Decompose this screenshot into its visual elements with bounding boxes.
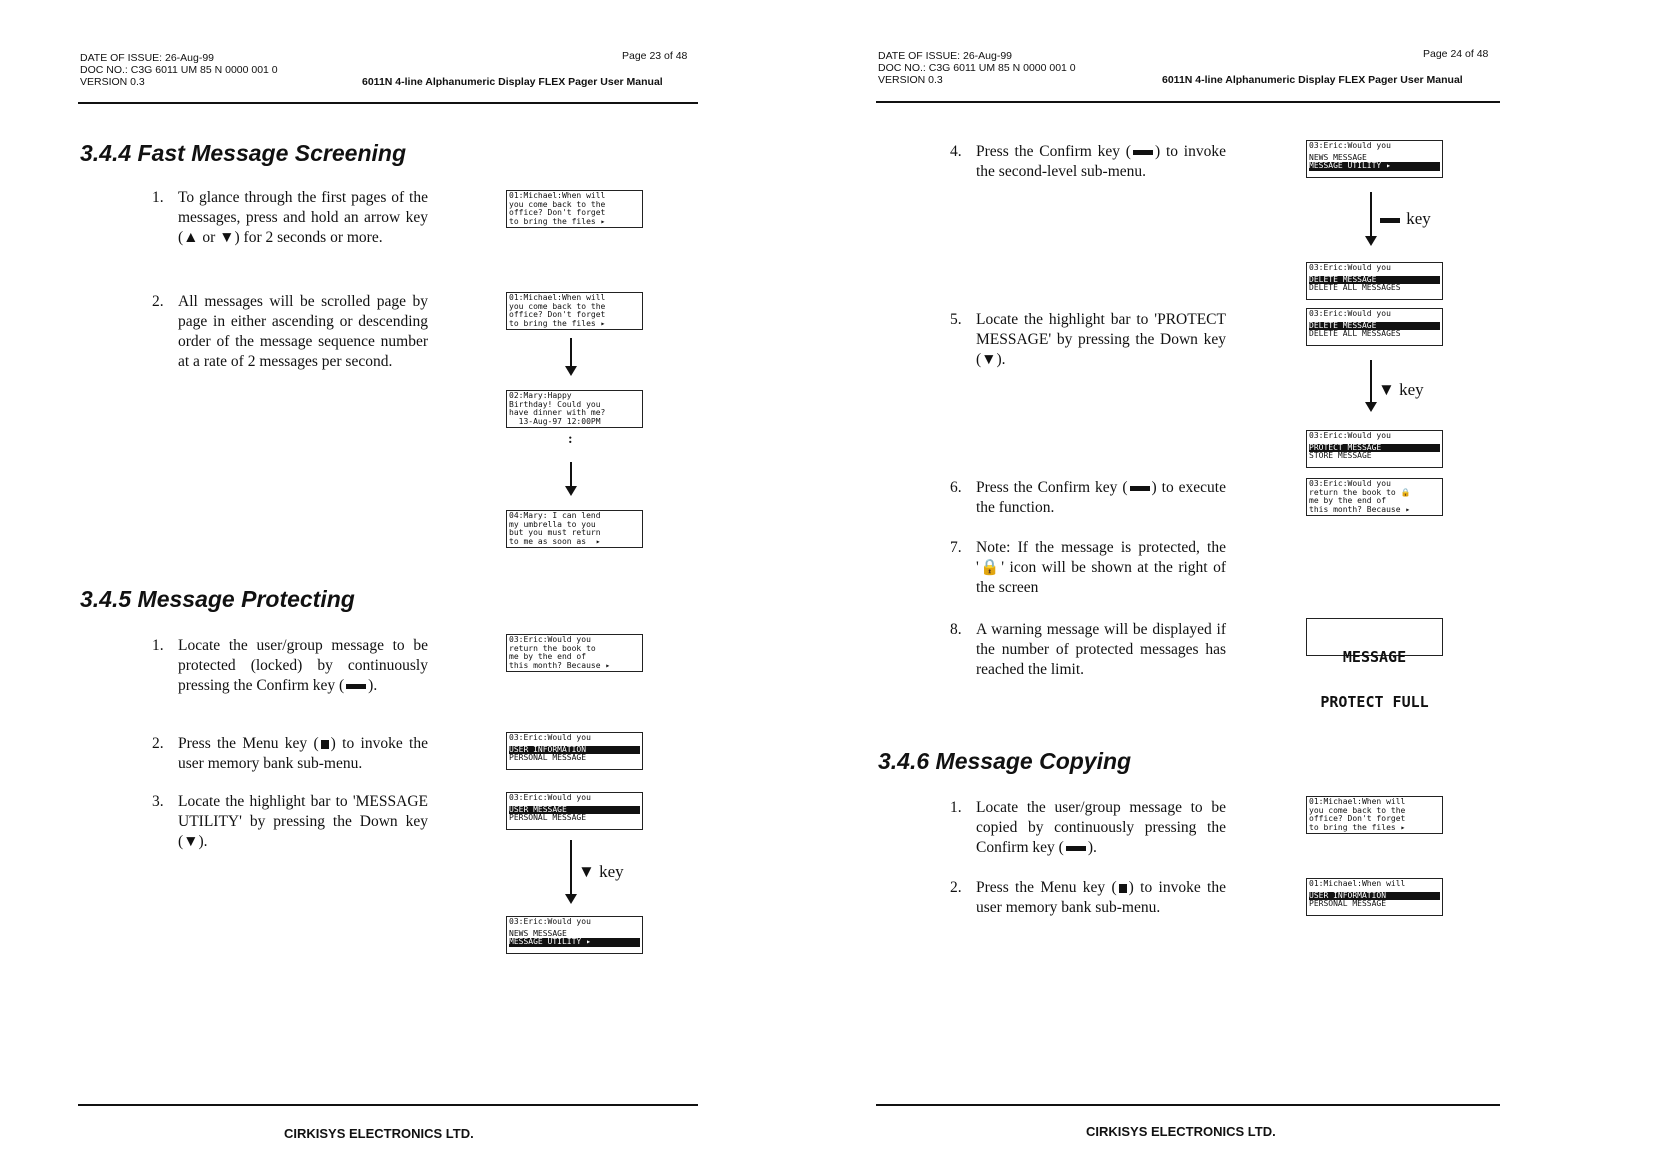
pager-screen bbox=[1306, 478, 1443, 516]
step-346-2 bbox=[950, 878, 1226, 918]
screen-highlight-line: MESSAGE UTILITY ▸ bbox=[509, 938, 640, 947]
screen-line: PERSONAL MESSAGE bbox=[509, 813, 587, 822]
pager-screen bbox=[506, 792, 643, 830]
screen-highlight-line: USER INFORMATION bbox=[1309, 892, 1440, 901]
step-7 bbox=[950, 538, 1226, 598]
step-5 bbox=[950, 310, 1226, 370]
section-heading-345: 3.4.5 Message Protecting bbox=[80, 586, 355, 612]
screen-line: 01:Michael:When will bbox=[509, 293, 606, 302]
step-8 bbox=[950, 620, 1226, 680]
step-344-1 bbox=[152, 188, 428, 248]
screen-line: have dinner with me? bbox=[509, 408, 606, 417]
step-text: Note: If the message is protected, the '🔒' icon will be shown at the right of the screen bbox=[976, 539, 1226, 596]
step-345-1 bbox=[152, 636, 428, 696]
warning-line: MESSAGE bbox=[1342, 648, 1407, 666]
screen-line: DELETE ALL MESSAGES bbox=[1309, 329, 1401, 338]
screen-line: PERSONAL MESSAGE bbox=[1309, 899, 1387, 908]
confirm-key-icon bbox=[1130, 486, 1150, 491]
screen-line: you come back to the bbox=[509, 301, 606, 311]
screen-line: but you must return bbox=[509, 528, 601, 537]
screen-line: Birthday! Could you bbox=[509, 399, 601, 409]
screen-line: 04:Mary: I can lend bbox=[509, 511, 601, 520]
confirm-key-icon bbox=[1066, 846, 1086, 851]
screen-line: you come back to the bbox=[509, 199, 606, 209]
footer-rule bbox=[78, 1104, 698, 1106]
pager-screen bbox=[506, 292, 643, 330]
down-arrow bbox=[1370, 192, 1372, 238]
screen-line: 03:Eric:Would you bbox=[509, 917, 591, 926]
page-number: Page 24 of 48 bbox=[1423, 48, 1489, 60]
step-number: 2. bbox=[152, 293, 164, 310]
screen-line: 13-Aug-97 12:00PM bbox=[509, 416, 601, 426]
screen-line: STORE MESSAGE bbox=[1309, 451, 1372, 460]
step-number: 2. bbox=[950, 879, 962, 896]
step-text: All messages will be scrolled page by page in either ascending or descending order of the message sequence number at a rate of 2 messages per second. bbox=[178, 293, 428, 370]
version: VERSION 0.3 bbox=[80, 76, 145, 88]
step-345-2 bbox=[152, 734, 428, 774]
header-rule bbox=[876, 101, 1500, 103]
screen-line: 03:Eric:Would you bbox=[509, 733, 591, 742]
ellipsis: : bbox=[568, 432, 573, 447]
screen-highlight-line: DELETE MESSAGE bbox=[1309, 276, 1440, 285]
left-page bbox=[0, 0, 790, 1174]
screen-highlight-line: DELETE MESSAGE bbox=[1309, 322, 1440, 331]
screen-line: 03:Eric:Would you bbox=[1309, 309, 1391, 318]
screen-line: me by the end of bbox=[1309, 496, 1387, 505]
screen-line: 03:Eric:Would you bbox=[1309, 263, 1391, 272]
step-text: Press the Menu key ( bbox=[976, 879, 1117, 896]
step-text: Press the Confirm key ( bbox=[976, 143, 1131, 160]
page-number: Page 23 of 48 bbox=[622, 50, 688, 62]
step-344-2 bbox=[152, 292, 428, 372]
screen-line: 01:Michael:When will bbox=[1309, 879, 1406, 888]
right-page bbox=[800, 0, 1656, 1174]
screen-line: you come back to the bbox=[1309, 805, 1406, 815]
footer-company: CIRKISYS ELECTRONICS LTD. bbox=[284, 1126, 474, 1141]
screen-line: NEWS MESSAGE bbox=[1309, 152, 1367, 162]
step-text: Locate the user/group message to be copied by continuously pressing the Confirm key ( bbox=[976, 799, 1226, 856]
key-text: key bbox=[1406, 209, 1431, 228]
step-text-end: ) to invoke the user memory bank sub-menu. bbox=[178, 735, 428, 772]
step-text: Press the Menu key ( bbox=[178, 735, 319, 752]
step-number: 6. bbox=[950, 479, 962, 496]
down-arrow bbox=[1370, 360, 1372, 404]
step-345-3 bbox=[152, 792, 428, 852]
down-arrow bbox=[570, 338, 572, 368]
step-text: Press the Confirm key ( bbox=[976, 479, 1128, 496]
pager-screen bbox=[1306, 878, 1443, 916]
warning-line: PROTECT FULL bbox=[1320, 693, 1429, 711]
issue-date: DATE OF ISSUE: 26-Aug-99 bbox=[878, 50, 1013, 62]
screen-line: to bring the files ▸ bbox=[1309, 822, 1406, 832]
footer-rule bbox=[876, 1104, 1500, 1106]
pager-screen bbox=[506, 190, 643, 228]
screen-line: this month? Because ▸ bbox=[509, 660, 611, 670]
screen-highlight-line: PROTECT MESSAGE bbox=[1309, 444, 1440, 453]
down-key-label: ▼ key bbox=[578, 862, 624, 881]
header-meta bbox=[878, 50, 1076, 86]
header-meta bbox=[80, 52, 278, 88]
screen-line: to bring the files ▸ bbox=[509, 216, 606, 226]
confirm-key-label bbox=[1378, 209, 1431, 229]
pager-screen bbox=[506, 634, 643, 672]
header-rule bbox=[78, 102, 698, 104]
step-text: Locate the highlight bar to 'PROTECT MESSAGE' by pressing the Down key (▼). bbox=[976, 311, 1226, 368]
screen-line: 03:Eric:Would you bbox=[509, 793, 591, 802]
screen-line: 03:Eric:Would you bbox=[1309, 479, 1391, 488]
section-heading-344: 3.4.4 Fast Message Screening bbox=[80, 140, 406, 166]
footer-company: CIRKISYS ELECTRONICS LTD. bbox=[1086, 1124, 1276, 1139]
step-number: 4. bbox=[950, 143, 962, 160]
screen-line: PERSONAL MESSAGE bbox=[509, 753, 587, 762]
step-text: A warning message will be displayed if the number of protected messages has reached the limit. bbox=[976, 621, 1226, 678]
step-text-end: ) to invoke the user memory bank sub-menu. bbox=[976, 879, 1226, 916]
issue-date: DATE OF ISSUE: 26-Aug-99 bbox=[80, 52, 215, 64]
menu-key-icon bbox=[321, 740, 329, 749]
step-number: 1. bbox=[152, 189, 164, 206]
step-text-end: ) to invoke the second-level sub-menu. bbox=[976, 143, 1226, 180]
manual-title: 6011N 4-line Alphanumeric Display FLEX Pager User Manual bbox=[1162, 74, 1463, 86]
screen-line: DELETE ALL MESSAGES bbox=[1309, 283, 1401, 292]
confirm-key-icon bbox=[1133, 150, 1153, 155]
manual-title: 6011N 4-line Alphanumeric Display FLEX Pager User Manual bbox=[362, 76, 663, 88]
step-text: To glance through the first pages of the messages, press and hold an arrow key (▲ or ▼) for 2 seconds or more. bbox=[178, 189, 428, 246]
section-heading-346: 3.4.6 Message Copying bbox=[878, 748, 1132, 774]
screen-highlight-line: MESSAGE UTILITY ▸ bbox=[1309, 162, 1440, 171]
step-number: 3. bbox=[152, 793, 164, 810]
screen-line: to bring the files ▸ bbox=[509, 318, 606, 328]
pager-screen bbox=[1306, 262, 1443, 300]
screen-line: my umbrella to you bbox=[509, 519, 596, 529]
screen-line: office? Don't forget bbox=[1309, 814, 1406, 823]
pager-screen bbox=[506, 390, 643, 428]
pager-screen bbox=[1306, 430, 1443, 468]
pager-screen bbox=[506, 732, 643, 770]
pager-screen bbox=[1306, 140, 1443, 178]
screen-line: return the book to bbox=[509, 643, 596, 653]
screen-line: 03:Eric:Would you bbox=[1309, 431, 1391, 440]
version: VERSION 0.3 bbox=[878, 74, 943, 86]
confirm-key-icon bbox=[346, 684, 366, 689]
screen-line: office? Don't forget bbox=[509, 208, 606, 217]
screen-line: me by the end of bbox=[509, 652, 587, 661]
step-number: 1. bbox=[152, 637, 164, 654]
step-text-end: ). bbox=[368, 677, 378, 694]
step-6 bbox=[950, 478, 1226, 518]
down-arrow bbox=[570, 462, 572, 488]
step-text-end: ). bbox=[1087, 839, 1097, 856]
screen-highlight-line: USER MESSAGE bbox=[509, 806, 640, 815]
confirm-key-icon bbox=[1380, 218, 1400, 223]
step-number: 2. bbox=[152, 735, 164, 752]
screen-line: 01:Michael:When will bbox=[509, 191, 606, 200]
screen-line: office? Don't forget bbox=[509, 310, 606, 319]
screen-line: this month? Because ▸ bbox=[1309, 504, 1411, 514]
screen-line: NEWS MESSAGE bbox=[509, 928, 567, 938]
step-number: 5. bbox=[950, 311, 962, 328]
step-4 bbox=[950, 142, 1226, 182]
pager-screen bbox=[506, 510, 643, 548]
menu-key-icon bbox=[1119, 884, 1127, 893]
screen-line: to me as soon as ▸ bbox=[509, 536, 601, 546]
step-number: 8. bbox=[950, 621, 962, 638]
step-text: Locate the user/group message to be protected (locked) by continuously pressing the Confirm key ( bbox=[178, 637, 428, 694]
doc-number: DOC NO.: C3G 6011 UM 85 N 0000 001 0 bbox=[80, 64, 278, 76]
step-text-end: ) to execute the function. bbox=[976, 479, 1226, 516]
screen-line: 01:Michael:When will bbox=[1309, 797, 1406, 806]
pager-screen bbox=[1306, 308, 1443, 346]
step-number: 7. bbox=[950, 539, 962, 556]
screen-line: return the book to 🔒 bbox=[1309, 487, 1411, 497]
step-number: 1. bbox=[950, 799, 962, 816]
down-key-label: ▼ key bbox=[1378, 380, 1424, 399]
step-text: Locate the highlight bar to 'MESSAGE UTILITY' by pressing the Down key (▼). bbox=[178, 793, 428, 850]
down-arrow bbox=[570, 840, 572, 896]
doc-number: DOC NO.: C3G 6011 UM 85 N 0000 001 0 bbox=[878, 62, 1076, 74]
pager-screen bbox=[1306, 796, 1443, 834]
pager-screen bbox=[506, 916, 643, 954]
screen-line: 03:Eric:Would you bbox=[1309, 141, 1391, 150]
screen-line: 03:Eric:Would you bbox=[509, 635, 591, 644]
step-346-1 bbox=[950, 798, 1226, 858]
screen-line: 02:Mary:Happy bbox=[509, 391, 572, 400]
warning-screen bbox=[1306, 618, 1443, 711]
screen-highlight-line: USER INFORMATION bbox=[509, 746, 640, 755]
